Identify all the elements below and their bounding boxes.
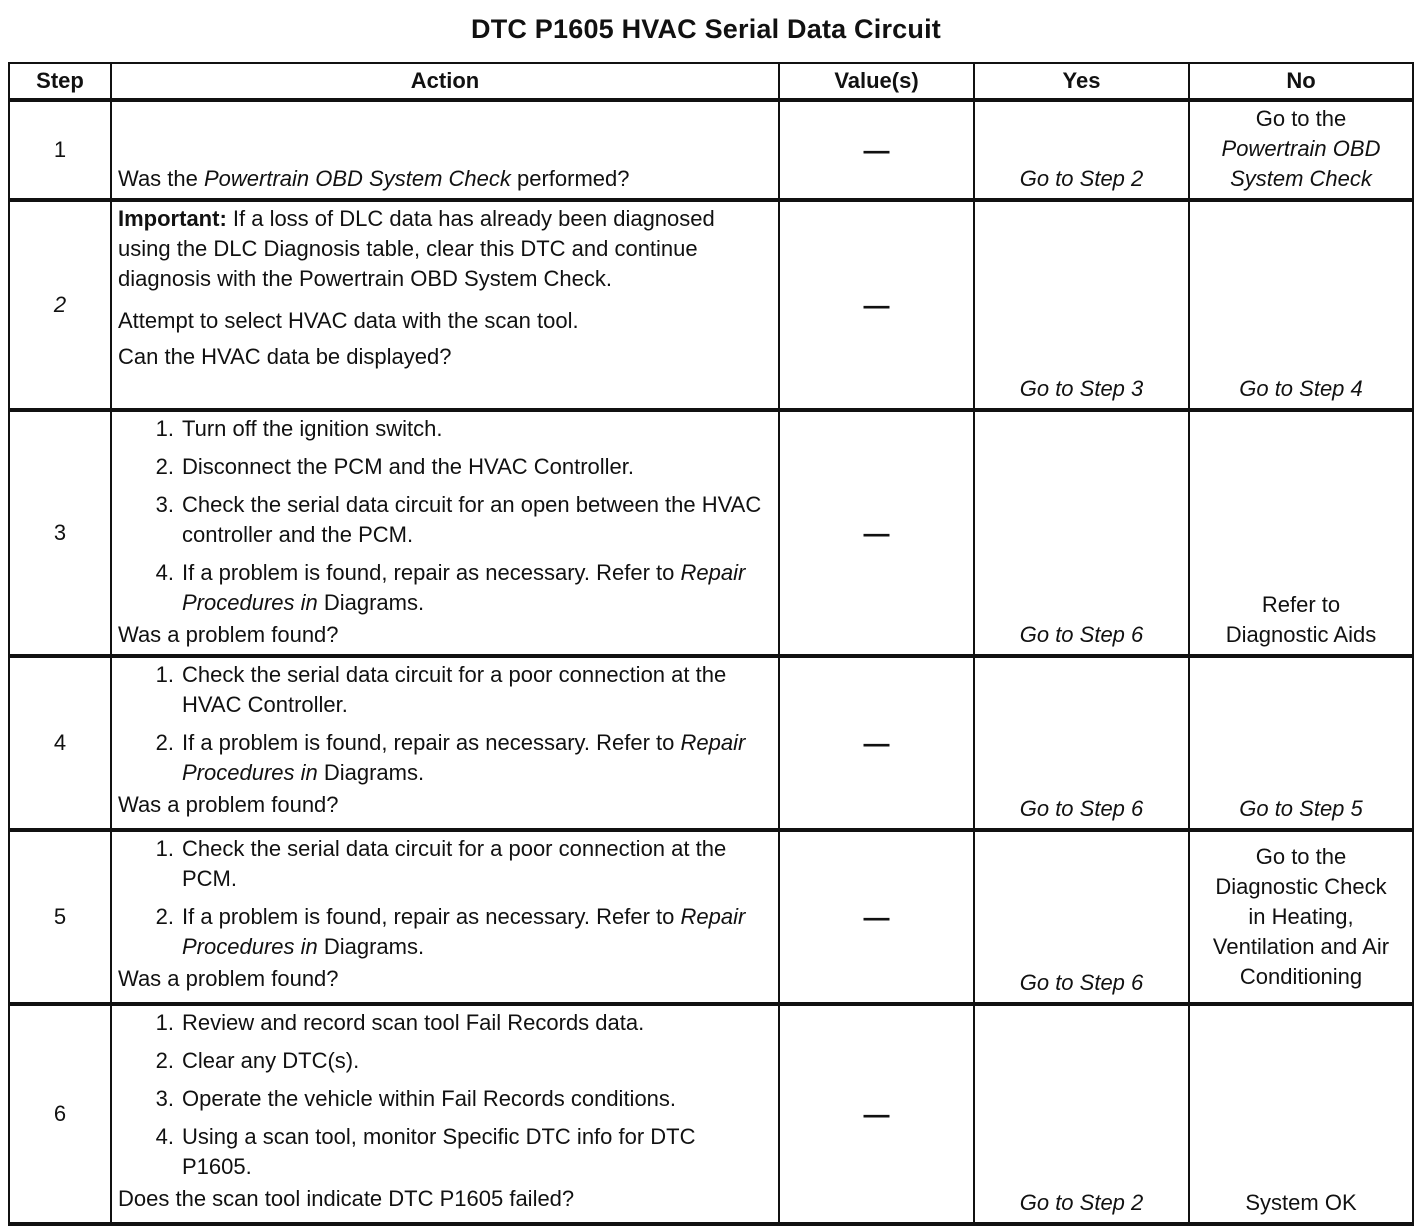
table-row [9,656,1413,830]
column-header-values: Value(s) [779,63,974,100]
important-note: Important: If a loss of DLC data has already been diagnosed using the DLC Diagnosis table, clear this DTC and continue diagnosis with the Powertrain OBD System Check. [118,206,715,291]
column-header-no: No [1189,63,1413,100]
list-item: 3. Operate the vehicle within Fail Records conditions. [155,1086,677,1111]
reference-link[interactable]: Repair Procedures in [182,560,746,615]
list-item: 2. If a problem is found, repair as necessary. Refer to Repair Procedures in Diagrams. [155,730,746,785]
action-cell [111,410,779,656]
yes-link[interactable]: Go to Step 6 [974,830,1189,1004]
list-item: 1. Turn off the ignition switch. [155,416,443,441]
action-cell [111,830,779,1004]
yes-link[interactable]: Go to Step 2 [974,1004,1189,1224]
step-number: 3 [9,410,111,656]
table-row [9,410,1413,656]
value-cell: — [779,1004,974,1224]
yes-link[interactable]: Go to Step 3 [974,200,1189,410]
procedure-list [118,1008,770,1182]
value-cell: — [779,656,974,830]
reference-link[interactable]: Repair Procedures in [182,904,746,959]
list-item: 2. If a problem is found, repair as necessary. Refer to Repair Procedures in Diagrams. [155,904,746,959]
action-cell [111,200,779,410]
procedure-list [118,834,770,962]
step-number: 6 [9,1004,111,1224]
list-item: 4. Using a scan tool, monitor Specific DTC info for DTC P1605. [155,1124,696,1179]
list-item: 3. Check the serial data circuit for an open between the HVAC controller and the PCM. [155,492,762,547]
action-cell [111,656,779,830]
list-item: 1. Check the serial data circuit for a poor connection at the HVAC Controller. [155,662,727,717]
value-cell: — [779,100,974,200]
column-header-step: Step [9,63,111,100]
list-item: 2. Disconnect the PCM and the HVAC Controller. [155,454,635,479]
list-item: 1. Check the serial data circuit for a poor connection at the PCM. [155,836,727,891]
value-cell: — [779,200,974,410]
no-link[interactable]: Go to Step 5 [1189,656,1413,830]
value-cell: — [779,830,974,1004]
table-row [9,200,1413,410]
no-link[interactable]: Refer to Diagnostic Aids [1189,410,1413,656]
page-title: DTC P1605 HVAC Serial Data Circuit [471,14,941,44]
instruction-text: Attempt to select HVAC data with the scan tool. [118,308,579,333]
no-link[interactable]: Go to the Diagnostic Check in Heating, Ventilation and Air Conditioning [1189,830,1413,1004]
yes-link[interactable]: Go to Step 6 [974,410,1189,656]
question-text: Was the Powertrain OBD System Check performed? [118,166,630,191]
table-row [9,100,1413,200]
yes-link[interactable]: Go to Step 2 [974,100,1189,200]
question-text: Does the scan tool indicate DTC P1605 failed? [118,1186,575,1211]
question-text: Was a problem found? [118,792,339,817]
no-link[interactable]: System OK [1189,1004,1413,1224]
reference-link[interactable]: Repair Procedures in [182,730,746,785]
step-number: 4 [9,656,111,830]
question-text: Was a problem found? [118,622,339,647]
procedure-list [118,660,770,788]
step-number: 1 [9,100,111,200]
action-cell [111,100,779,200]
no-link[interactable]: Go to the Powertrain OBD System Check [1189,100,1413,200]
list-item: 2. Clear any DTC(s). [155,1048,360,1073]
list-item: 1. Review and record scan tool Fail Records data. [155,1010,645,1035]
step-number: 2 [9,200,111,410]
diagnostic-table [8,62,1414,1226]
list-item: 4. If a problem is found, repair as necessary. Refer to Repair Procedures in Diagrams. [155,560,746,615]
column-header-action: Action [111,63,779,100]
value-cell: — [779,410,974,656]
header-row [9,63,1413,100]
question-text: Was a problem found? [118,966,339,991]
no-link[interactable]: Go to Step 4 [1189,200,1413,410]
table-row [9,1004,1413,1224]
question-text: Can the HVAC data be displayed? [118,344,452,369]
action-cell [111,1004,779,1224]
procedure-list [118,414,770,618]
table-row [9,830,1413,1004]
step-number: 5 [9,830,111,1004]
yes-link[interactable]: Go to Step 6 [974,656,1189,830]
column-header-yes: Yes [974,63,1189,100]
